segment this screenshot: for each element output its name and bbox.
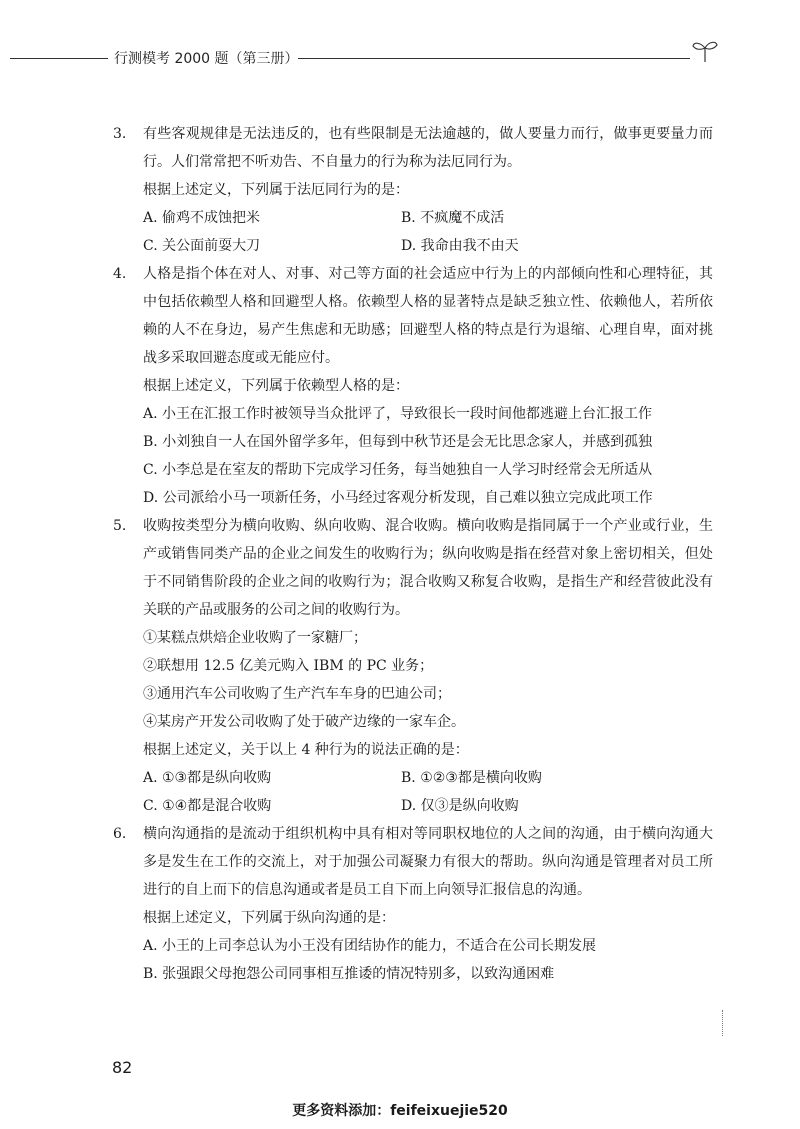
question-number: 4. — [113, 266, 127, 282]
options-row — [143, 792, 713, 820]
statement-item: ④某房产开发公司收购了处于破产边缘的一家车企。 — [143, 714, 465, 730]
sprout-icon — [690, 38, 720, 64]
question-stem: 收购按类型分为横向收购、纵向收购、混合收购。横向收购是指同属于一个产业或行业，生产或销售同类产品的企业之间发生的收购行为；纵向收购是指在经营对象上密切相关，但处于不同销售阶段的企业之间的收购行为；混合收购又称复合收购，是指生产和经营彼此没有关联的产品或服务的公司之间的收购行为。 — [143, 518, 713, 618]
option-d: D. 我命由我不由天 — [401, 238, 519, 254]
question-5 — [113, 512, 713, 820]
option-b: B. 不疯魔不成活 — [401, 210, 505, 226]
scan-edge-mark — [722, 1010, 723, 1036]
header-rule-right — [298, 58, 690, 59]
statement-item: ①某糕点烘焙企业收购了一家糖厂； — [143, 630, 367, 646]
question-number: 3. — [113, 126, 127, 142]
options-row — [143, 232, 713, 260]
option-b: B. 小刘独自一人在国外留学多年，但每到中秋节还是会无比思念家人，并感到孤独 — [143, 434, 653, 450]
statement-item: ②联想用 12.5 亿美元购入 IBM 的 PC 业务； — [143, 658, 434, 674]
option-c: C. 关公面前耍大刀 — [143, 238, 261, 254]
question-prompt: 根据上述定义，下列属于法厄同行为的是： — [143, 182, 409, 198]
option-a: A. ①③都是纵向收购 — [143, 770, 272, 786]
running-header — [10, 46, 790, 70]
options-row — [143, 204, 713, 232]
option-b: B. ①②③都是横向收购 — [401, 770, 542, 786]
question-stem: 横向沟通指的是流动于组织机构中具有相对等同职权地位的人之间的沟通，由于横向沟通大多是发生在工作的交流上，对于加强公司凝聚力有很大的帮助。纵向沟通是管理者对员工所进行的自上而下的信息沟通或者是员工自下而上向领导汇报信息的沟通。 — [143, 826, 713, 898]
option-c: C. ①④都是混合收购 — [143, 798, 272, 814]
question-stem: 有些客观规律是无法违反的，也有些限制是无法逾越的，做人要量力而行，做事更要量力而行。人们常常把不听劝告、不自量力的行为称为法厄同行为。 — [143, 126, 713, 170]
question-number: 5. — [113, 518, 127, 534]
header-title: 行测模考 2000 题（第三册） — [114, 51, 299, 67]
option-a: A. 小王在汇报工作时被领导当众批评了，导致很长一段时间他都逃避上台汇报工作 — [143, 406, 653, 422]
statement-item: ③通用汽车公司收购了生产汽车车身的巴迪公司； — [143, 686, 451, 702]
question-4 — [113, 260, 713, 512]
option-d: D. 公司派给小马一项新任务，小马经过客观分析发现，自己难以独立完成此项工作 — [143, 490, 653, 506]
option-a: A. 小王的上司李总认为小王没有团结协作的能力，不适合在公司长期发展 — [143, 938, 597, 954]
option-a: A. 偷鸡不成蚀把米 — [143, 210, 261, 226]
footer-contact-note: 更多资料添加：feifeixuejie520 — [292, 1103, 508, 1119]
question-prompt: 根据上述定义，下列属于纵向沟通的是： — [143, 910, 395, 926]
page-content — [113, 120, 713, 988]
question-stem: 人格是指个体在对人、对事、对己等方面的社会适应中行为上的内部倾向性和心理特征，其中包括依赖型人格和回避型人格。依赖型人格的显著特点是缺乏独立性、依赖他人，若所依赖的人不在身边，易产生焦虑和无助感；回避型人格的特点是行为退缩、心理自卑，面对挑战多采取回避态度或无能应付。 — [143, 266, 713, 366]
question-prompt: 根据上述定义，关于以上 4 种行为的说法正确的是： — [143, 742, 469, 758]
page-number: 82 — [112, 1058, 133, 1077]
question-3 — [113, 120, 713, 260]
options-row — [143, 764, 713, 792]
option-c: C. 小李总是在室友的帮助下完成学习任务，每当她独自一人学习时经常会无所适从 — [143, 462, 653, 478]
option-b: B. 张强跟父母抱怨公司同事相互推诿的情况特别多，以致沟通困难 — [143, 966, 555, 982]
question-number: 6. — [113, 826, 127, 842]
question-6 — [113, 820, 713, 988]
header-rule-left — [10, 58, 108, 59]
option-d: D. 仅③是纵向收购 — [401, 798, 519, 814]
question-prompt: 根据上述定义，下列属于依赖型人格的是： — [143, 378, 409, 394]
